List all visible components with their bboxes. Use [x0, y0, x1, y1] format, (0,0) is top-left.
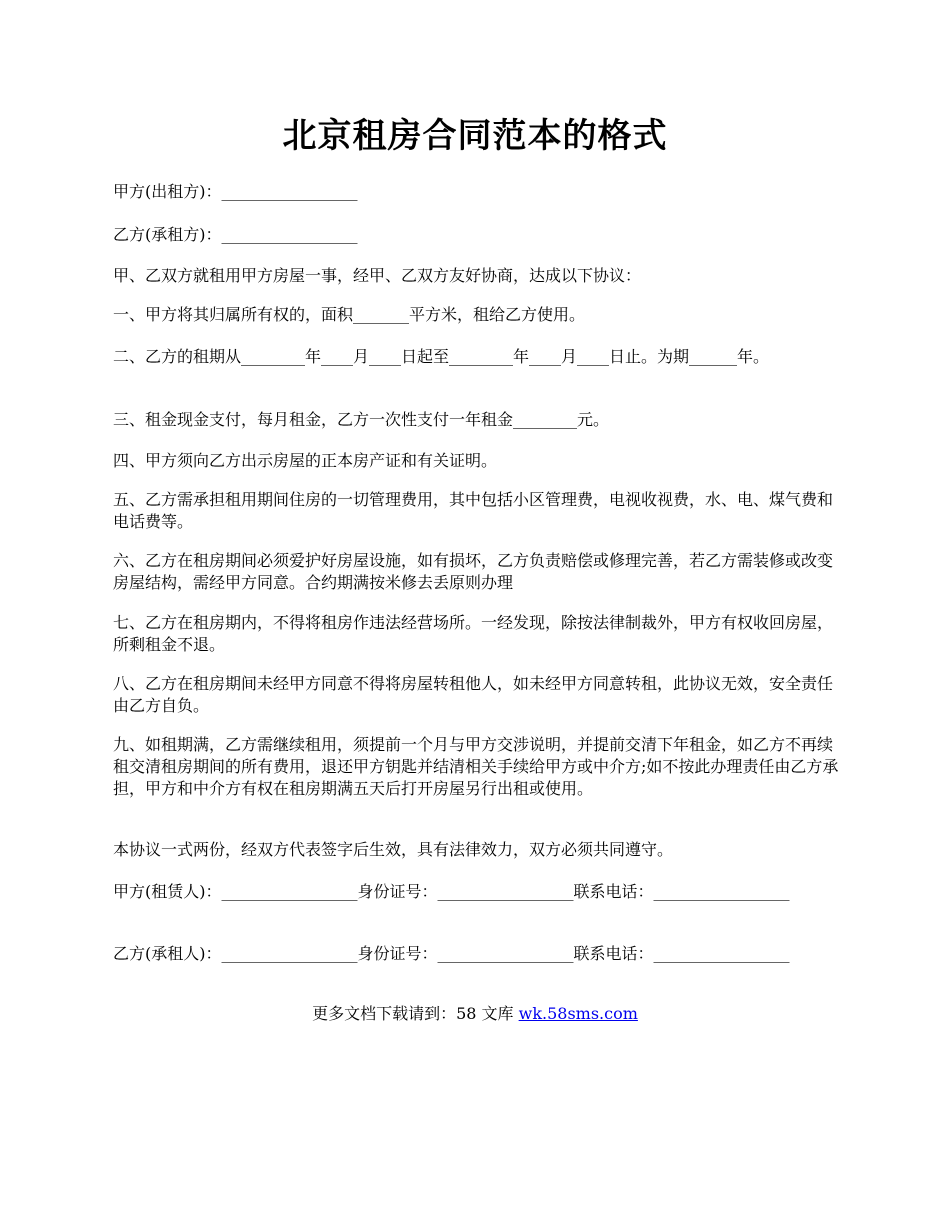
clause-8: 八、乙方在租房期间未经甲方同意不得将房屋转租他人，如未经甲方同意转租，此协议无效，安全责任由乙方自负。 — [113, 674, 834, 715]
clause-1: 一、甲方将其归属所有权的，面积_______平方米，租给乙方使用。 — [113, 305, 586, 324]
clause-4: 四、甲方须向乙方出示房屋的正本房产证和有关证明。 — [113, 451, 498, 470]
clause-7: 七、乙方在租房期内，不得将租房作违法经营场所。一经发现，除按法律制裁外，甲方有权收回房屋，所剩租金不退。 — [113, 613, 834, 654]
clause-2: 二、乙方的租期从________年____月____日起至________年____月____日止。为期______年。 — [113, 347, 770, 366]
agreement-effect-statement: 本协议一式两份，经双方代表签字后生效，具有法律效力，双方必须共同遵守。 — [113, 840, 674, 859]
clause-5: 五、乙方需承担租用期间住房的一切管理费用，其中包括小区管理费，电视收视费，水、电、煤气费和电话费等。 — [113, 490, 834, 531]
footer-text: 更多文档下载请到：58 文库 — [312, 1004, 519, 1023]
footer-link[interactable]: wk.58sms.com — [518, 1004, 638, 1023]
document-title: 北京租房合同范本的格式 — [282, 116, 668, 156]
clause-9: 九、如租期满，乙方需继续租用，须提前一个月与甲方交涉说明，并提前交清下年租金，如乙方不再续租交清租房期间的所有费用，退还甲方钥匙并结清相关手续给甲方或中介方;如不按此办理责任由乙方承担，甲方和中介方有权在租房期满五天后打开房屋另行出租或使用。 — [113, 735, 839, 798]
agreement-intro: 甲、乙双方就租用甲方房屋一事，经甲、乙双方友好协商，达成以下协议： — [113, 266, 642, 285]
party-a-landlord-line: 甲方(出租方)：_________________ — [113, 182, 358, 201]
clause-6: 六、乙方在租房期间必须爱护好房屋设施，如有损坏，乙方负责赔偿或修理完善，若乙方需装修或改变房屋结构，需经甲方同意。合约期满按米修去丢原则办理 — [113, 551, 834, 592]
party-b-signature-line: 乙方(承租人)：_________________身份证号：_________________联系电话：_________________ — [113, 944, 790, 963]
party-a-signature-line: 甲方(租赁人)：_________________身份证号：_________________联系电话：_________________ — [113, 882, 790, 901]
party-b-tenant-line: 乙方(承租方)：_________________ — [113, 225, 358, 244]
footer — [0, 1003, 950, 1025]
clause-3: 三、租金现金支付，每月租金，乙方一次性支付一年租金________元。 — [113, 410, 610, 429]
